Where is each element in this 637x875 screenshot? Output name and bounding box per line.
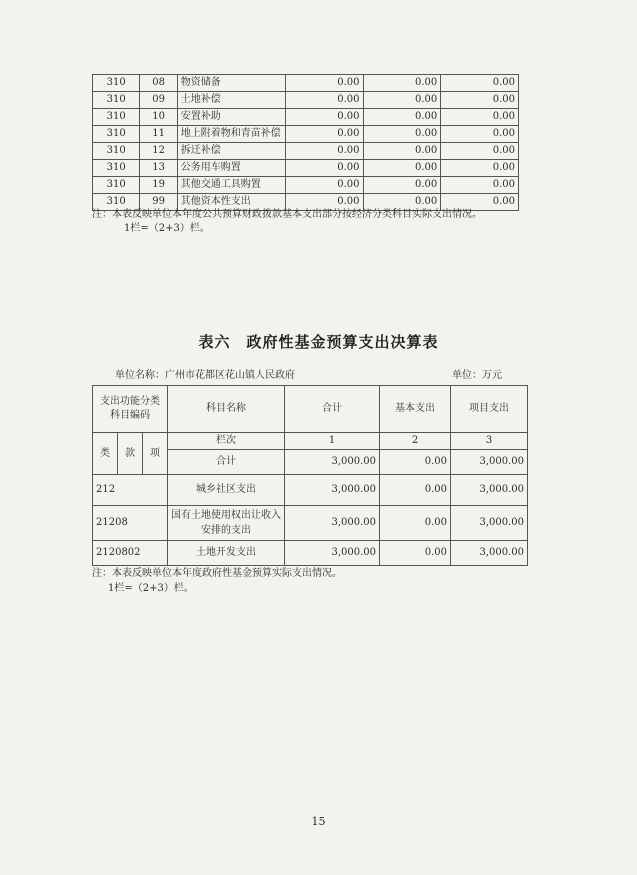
row-basic: 0.00 [380,475,451,506]
row-basic: 0.00 [380,541,451,566]
header-project: 项目支出 [451,386,528,433]
header-basic: 基本支出 [380,386,451,433]
cell-v1: 0.00 [285,177,363,194]
table-row [93,92,519,109]
cell-v1: 0.00 [285,126,363,143]
cell-v3: 0.00 [441,92,519,109]
row-code: 212 [93,475,168,506]
cell-v1: 0.00 [285,160,363,177]
row-name: 国有土地使用权出让收入安排的支出 [168,506,285,541]
unit-label: 单位：万元 [452,370,502,381]
row-name: 土地开发支出 [168,541,285,566]
cell-v3: 0.00 [441,75,519,92]
cell-v1: 0.00 [285,109,363,126]
table6-note-formula: 1栏=（2+3）栏。 [108,583,194,594]
header-lei: 类 [93,433,118,475]
page-number: 15 [311,815,326,828]
table-econ-note-formula: 1栏=（2+3）栏。 [124,223,210,234]
cell-name: 其他资本性支出 [177,194,285,211]
cell-kuan: 13 [140,160,177,177]
cell-v2: 0.00 [363,194,441,211]
cell-kuan: 08 [140,75,177,92]
row-name: 城乡社区支出 [168,475,285,506]
table6-note: 注：本表反映单位本年度政府性基金预算实际支出情况。 [92,568,342,579]
government-fund-table [92,385,528,566]
cell-v2: 0.00 [363,143,441,160]
table-row [93,109,519,126]
header-lanci: 栏次 [168,433,285,450]
cell-name: 公务用车购置 [177,160,285,177]
cell-v1: 0.00 [285,194,363,211]
cell-v1: 0.00 [285,92,363,109]
cell-lei: 310 [93,143,140,160]
cell-v3: 0.00 [441,194,519,211]
sum-row-total: 3,000.00 [285,450,380,475]
cell-v1: 0.00 [285,143,363,160]
cell-lei: 310 [93,92,140,109]
cell-v2: 0.00 [363,109,441,126]
cell-name: 拆迁补偿 [177,143,285,160]
table-row [93,75,519,92]
cell-v3: 0.00 [441,126,519,143]
cell-lei: 310 [93,109,140,126]
cell-v2: 0.00 [363,92,441,109]
cell-kuan: 09 [140,92,177,109]
sum-row-project: 3,000.00 [451,450,528,475]
table6-title: 表六 政府性基金预算支出决算表 [198,333,439,351]
row-total: 3,000.00 [285,541,380,566]
cell-kuan: 99 [140,194,177,211]
header-col2: 2 [380,433,451,450]
row-code: 2120802 [93,541,168,566]
cell-v3: 0.00 [441,143,519,160]
header-kuan: 款 [117,433,142,475]
economic-classification-table [92,74,519,211]
header-code-label: 支出功能分类科目编码 [93,386,168,433]
table-row [93,177,519,194]
cell-name: 土地补偿 [177,92,285,109]
row-project: 3,000.00 [451,541,528,566]
sum-row-basic: 0.00 [380,450,451,475]
row-total: 3,000.00 [285,475,380,506]
row-project: 3,000.00 [451,475,528,506]
table-row [93,160,519,177]
table-row [93,143,519,160]
sum-row-label: 合计 [168,450,285,475]
cell-lei: 310 [93,194,140,211]
cell-v3: 0.00 [441,160,519,177]
cell-lei: 310 [93,160,140,177]
header-col3: 3 [451,433,528,450]
header-subject: 科目名称 [168,386,285,433]
row-total: 3,000.00 [285,506,380,541]
cell-v3: 0.00 [441,109,519,126]
row-code: 21208 [93,506,168,541]
header-col1: 1 [285,433,380,450]
row-basic: 0.00 [380,506,451,541]
cell-v2: 0.00 [363,126,441,143]
cell-v3: 0.00 [441,177,519,194]
table-row [93,126,519,143]
cell-name: 其他交通工具购置 [177,177,285,194]
cell-v2: 0.00 [363,75,441,92]
cell-lei: 310 [93,126,140,143]
cell-name: 安置补助 [177,109,285,126]
cell-v2: 0.00 [363,160,441,177]
row-project: 3,000.00 [451,506,528,541]
cell-kuan: 12 [140,143,177,160]
header-xiang: 项 [142,433,167,475]
table-econ-note: 注：本表反映单位本年度公共预算财政拨款基本支出部分按经济分类科目实际支出情况。 [92,209,482,220]
cell-lei: 310 [93,177,140,194]
cell-kuan: 19 [140,177,177,194]
cell-kuan: 10 [140,109,177,126]
cell-name: 地上附着物和青苗补偿 [177,126,285,143]
cell-v2: 0.00 [363,177,441,194]
cell-name: 物资储备 [177,75,285,92]
unit-name: 单位名称：广州市花都区花山镇人民政府 [115,370,295,381]
cell-lei: 310 [93,75,140,92]
cell-kuan: 11 [140,126,177,143]
header-total: 合计 [285,386,380,433]
cell-v1: 0.00 [285,75,363,92]
